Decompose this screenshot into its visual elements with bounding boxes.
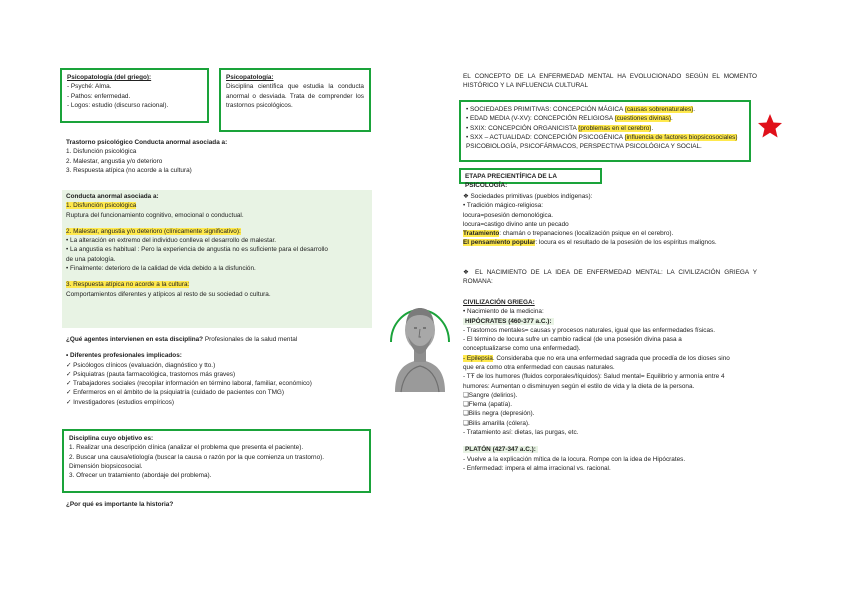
section-title: CIVILIZACIÓN GRIEGA:: [463, 299, 535, 306]
item-title: 1. Disfunción psicológica: [66, 202, 137, 210]
humores-line: ❑Bilis negra (depresión).: [463, 410, 535, 418]
item-text: Ruptura del funcionamiento cognitivo, emocional o conductual.: [66, 211, 244, 219]
conducta-anormal-section: [62, 190, 372, 328]
section-title: Trastorno psicológico Conducta anormal asociada a:: [66, 139, 228, 146]
item-text: • Finalmente: deterioro de la calidad de vida debido a la disfunción.: [66, 264, 256, 272]
evol-line: • SXX – ACTUALIDAD: CONCEPCIÓN PSICOGÉNICA (influencia de factores biopsicosociales): [466, 133, 738, 141]
box-title: Psicopatología:: [226, 74, 274, 81]
hipocrates-title: HIPÓCRATES (460-377 a.C.):: [465, 317, 552, 325]
list-item: 3. Respuesta atípica (no acorde a la cultura): [66, 166, 192, 174]
item-text: • La alteración en extremo del individuo conlleva el desarrollo de malestar.: [66, 237, 277, 245]
box-line: 1. Realizar una descripción clínica (analizar el problema que presenta el paciente).: [69, 444, 304, 452]
list-item: ✓ Psiquiatras (pauta farmacológica, trastornos más graves): [66, 370, 236, 378]
evol-line: • SXIX: CONCEPCIÓN ORGANICISTA (problemas en el cerebro).: [466, 124, 654, 132]
humores-line: ❑Flema (apatía).: [463, 401, 513, 409]
item-text: • La angustia es habitual : Pero la experiencia de angustia no es suficiente para el desarrollo: [66, 246, 328, 254]
list-item: ✓ Psicólogos clínicos (evaluación, diagnóstico y tto.): [66, 361, 216, 369]
list-item: ✓ Enfermeros en el ámbito de la psiquiatría (cuidado de pacientes con TMG): [66, 389, 285, 397]
etapa-line: ❖ Sociedades primitivas (pueblos indígenas):: [463, 193, 593, 200]
section-title: Conducta anormal asociada a:: [66, 193, 159, 200]
box-line: Dimensión biopsicosocial.: [69, 462, 143, 470]
etapa-section: [463, 192, 763, 248]
list-item: 2. Malestar, angustia y/o deterioro: [66, 157, 163, 165]
item-title: 2. Malestar, angustia y/o deterioro (clínicamente significativo):: [66, 227, 241, 235]
evol-line: PSICOBIOLOGÍA, PSICOFÁRMACOS, PERSPECTIVA PSICOLÓGICA Y SOCIAL.: [466, 143, 702, 151]
griega-section: [463, 298, 763, 473]
evol-line: • EDAD MEDIA (V-XV): CONCEPCIÓN RELIGIOSA (cuestiones divinas).: [466, 115, 673, 123]
platon-line: - Vuelve a la explicación mítica de la locura. Rompe con la idea de Hipócrates.: [463, 455, 686, 463]
item-text: de una patología.: [66, 255, 116, 263]
pensamiento-line: El pensamiento popular: locura es el resultado de la posesión de los espíritus malignos.: [463, 239, 717, 247]
agentes-question: ¿Qué agentes intervienen en esta disciplina? Profesionales de la salud mental: [66, 336, 298, 343]
box-line: 3. Ofrecer un tratamiento (abordaje del problema).: [69, 472, 212, 480]
hipocrates-line: - El término de locura sufre un cambio radical (de una posesión divina pasa a: [463, 336, 682, 344]
humores-line: ❑Sangre (delirios).: [463, 391, 518, 399]
evol-line: • SOCIEDADES PRIMITIVAS: CONCEPCIÓN MÁGICA (causas sobrenaturales).: [466, 106, 696, 113]
trastorno-section: [66, 138, 371, 175]
epilepsia-line: que era como otra enfermedad con causas naturales.: [463, 363, 615, 371]
box-title: Psicopatología (del griego):: [67, 74, 152, 81]
hippocrates-portrait-image: [387, 284, 453, 394]
epilepsia-line: - Epilepsia. Consideraba que no era una enfermedad sagrada que procedía de los dioses sino: [463, 354, 730, 362]
box-line: - Pathos: enfermedad.: [67, 92, 131, 100]
nacimiento-heading: ❖ EL NACIMIENTO DE LA IDEA DE ENFERMEDAD MENTAL: LA CIVILIZACIÓN GRIEGA Y ROMANA:: [463, 269, 757, 286]
list-item: 1. Disfunción psicológica: [66, 148, 137, 156]
list-item: ✓ Trabajadores sociales (recopilar información en término laboral, familiar, económico): [66, 380, 312, 388]
historia-question: ¿Por qué es importante la historia?: [66, 501, 174, 508]
platon-line: - Enfermedad: impera el alma irracional vs. racional.: [463, 464, 611, 472]
tratamiento-line: Tratamiento: chamán o trepanaciones (localización psique en el cerebro).: [463, 230, 674, 238]
psicopatologia-griego-box: [60, 68, 209, 123]
agentes-section: [66, 335, 376, 407]
etapa-line: locura=posesión demonológica.: [463, 211, 554, 219]
hipocrates-line: - Trastornos mentales= causas y procesos naturales, igual que las enfermedades físicas.: [463, 326, 716, 334]
humores-line: - TŦ de los humores (fluidos corporales/líquidos): Salud mental= Equilibrio y armonía entre 4: [463, 373, 725, 381]
box-line: 2. Buscar una causa/etiología (buscar la causa o razón por la que comienza un trastorno).: [69, 453, 325, 461]
humores-line: humores: Aumentan o disminuyen según el estilo de vida y la dieta de la persona.: [463, 382, 695, 390]
intro-text: EL CONCEPTO DE LA ENFERMEDAD MENTAL HA EVOLUCIONADO SEGÚN EL MOMENTO HISTÓRICO Y LA INFLUENCIA CULTURAL: [463, 73, 757, 90]
item-text: Comportamientos diferentes y atípicos al resto de su sociedad o cultura.: [66, 290, 271, 298]
etapa-line: • Tradición mágico-religiosa:: [463, 202, 544, 210]
box-text: Disciplina científica que estudia la conducta anormal o desviada. Trata de comprender los trastornos psicológicos.: [226, 83, 364, 109]
objetivo-box: [62, 429, 371, 493]
etapa-title-box: ETAPA PRECIENTÍFICA DE LA PSICOLOGÍA:: [459, 168, 602, 184]
evolucion-box: [459, 100, 751, 162]
hipocrates-line: conceptualizarse como una enfermedad).: [463, 345, 581, 353]
box-line: - Logos: estudio (discurso racional).: [67, 101, 169, 109]
platon-title: PLATÓN (427-347 a.C.):: [465, 446, 536, 454]
box-line: - Psyché: Alma.: [67, 83, 112, 91]
psicopatologia-definicion-box: [219, 68, 371, 132]
humores-line: - Tratamiento así: dietas, las purgas, etc.: [463, 428, 579, 436]
box-title: Disciplina cuyo objetivo es:: [69, 435, 154, 442]
star-icon: [757, 113, 783, 139]
item-title: 3. Respuesta atípica no acorde a la cultura:: [66, 281, 190, 289]
griega-line: • Nacimiento de la medicina:: [463, 308, 544, 316]
etapa-line: locura=castigo divino ante un pecado: [463, 220, 569, 228]
humores-line: ❑Bilis amarilla (cólera).: [463, 419, 530, 427]
section-subtitle: • Diferentes profesionales implicados:: [66, 352, 182, 360]
list-item: ✓ Investigadores (estudios empíricos): [66, 398, 175, 406]
